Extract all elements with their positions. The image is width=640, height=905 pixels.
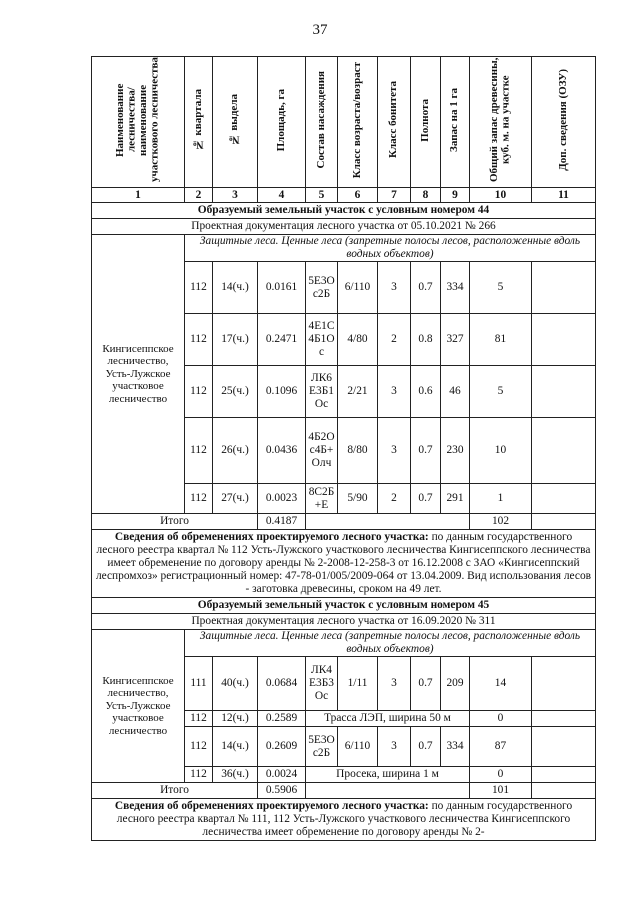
sostav-cell: 5Е3Ос2Б <box>306 262 338 314</box>
poln-cell: 0.7 <box>411 657 441 711</box>
area-cell: 0.0161 <box>258 262 306 314</box>
zapas-cell: 334 <box>441 727 470 767</box>
area-cell: 0.2589 <box>258 711 306 727</box>
area-cell: 0.0024 <box>258 767 306 783</box>
zapas-cell: 334 <box>441 262 470 314</box>
bon-cell: 3 <box>378 657 411 711</box>
zapas-cell: 46 <box>441 366 470 418</box>
vyd-cell: 40(ч.) <box>213 657 258 711</box>
forest-type: Защитные леса. Ценные леса (запретные полосы лесов, расположенные вдоль водных объектов) <box>185 235 596 262</box>
area-cell: 0.1096 <box>258 366 306 418</box>
total-volume: 101 <box>470 783 532 799</box>
age-cell: 6/110 <box>338 727 378 767</box>
kv-cell: 112 <box>185 314 213 366</box>
header-cell: Доп. сведения (ОЗУ) <box>556 69 569 171</box>
kv-cell: 111 <box>185 657 213 711</box>
vyd-cell: 17(ч.) <box>213 314 258 366</box>
project-doc: Проектная документация лесного участка от 16.09.2020 № 311 <box>92 614 596 630</box>
total-cell: 0 <box>470 711 532 727</box>
vyd-cell: 12(ч.) <box>213 711 258 727</box>
ozu-cell <box>532 484 596 514</box>
kv-cell: 112 <box>185 484 213 514</box>
area-cell: 0.0436 <box>258 418 306 484</box>
zapas-cell: 291 <box>441 484 470 514</box>
total-area: 0.5906 <box>258 783 306 799</box>
sostav-cell: 8С2Б+Е <box>306 484 338 514</box>
bon-cell: 3 <box>378 727 411 767</box>
total-cell: 1 <box>470 484 532 514</box>
poln-cell: 0.8 <box>411 314 441 366</box>
sostav-cell: ЛК4Е3Б3Ос <box>306 657 338 711</box>
vyd-cell: 14(ч.) <box>213 262 258 314</box>
col-number: 9 <box>441 188 470 203</box>
kv-cell: 112 <box>185 366 213 418</box>
header-cell: Запас на 1 га <box>448 88 461 152</box>
total-volume: 102 <box>470 514 532 530</box>
section-title: Образуемый земельный участок с условным номером 45 <box>92 598 596 614</box>
bon-cell: 2 <box>378 484 411 514</box>
sostav-cell: 4Е1С4Б1Ос <box>306 314 338 366</box>
poln-cell: 0.7 <box>411 418 441 484</box>
kv-cell: 112 <box>185 262 213 314</box>
age-cell: 5/90 <box>338 484 378 514</box>
kv-cell: 112 <box>185 711 213 727</box>
total-ozu <box>532 514 596 530</box>
sostav-cell: 4Б2Ос4Б+Олч <box>306 418 338 484</box>
page-number: 37 <box>312 22 328 38</box>
bon-cell: 3 <box>378 262 411 314</box>
col-number: 7 <box>378 188 411 203</box>
forestry-name: Кингисеппское лесничество, Усть-Лужское участковое лесничество <box>92 630 185 783</box>
total-cell: 10 <box>470 418 532 484</box>
area-cell: 0.2609 <box>258 727 306 767</box>
total-cell: 5 <box>470 262 532 314</box>
total-label: Итого <box>92 783 258 799</box>
kv-cell: 112 <box>185 767 213 783</box>
ozu-cell <box>532 767 596 783</box>
vyd-cell: 26(ч.) <box>213 418 258 484</box>
header-row <box>92 57 596 188</box>
poln-cell: 0.7 <box>411 484 441 514</box>
header-cell: Площадь, га <box>274 88 287 152</box>
total-cell: 87 <box>470 727 532 767</box>
area-cell: 0.0684 <box>258 657 306 711</box>
kv-cell: 112 <box>185 727 213 767</box>
header-cell: Состав насаждения <box>314 71 327 169</box>
ozu-cell <box>532 418 596 484</box>
column-numbers-row <box>92 188 596 203</box>
note-cell: Трасса ЛЭП, ширина 50 м <box>306 711 470 727</box>
note-cell: Просека, ширина 1 м <box>306 767 470 783</box>
ozu-cell <box>532 711 596 727</box>
total-cell: 5 <box>470 366 532 418</box>
total-spacer <box>306 783 470 799</box>
header-cell: Общий запас древесины, куб. м. на участке <box>488 57 512 183</box>
poln-cell: 0.7 <box>411 262 441 314</box>
encumbrance-title: Сведения об обременениях проектируемого лесного участка: <box>114 800 429 812</box>
col-number: 6 <box>338 188 378 203</box>
ozu-cell <box>532 366 596 418</box>
poln-cell: 0.7 <box>411 727 441 767</box>
encumbrance-text: по данным государственного лесного реестра квартал № 112 Усть-Лужского участкового лесничества Кингисеппского лесничества имеет обременение по договору аренды № 2-2008-12-258-3 от 16.12.2008 с ЗАО «Кингисеппский леспромхоз» регистрационный номер: 47-78-01/005/2009-064 от 13.04.2009. Вид использования лесов - заготовка древесины, сроком на 49 лет. <box>95 531 592 595</box>
forestry-name: Кингисеппское лесничество, Усть-Лужское участковое лесничество <box>92 235 185 514</box>
sostav-cell: ЛК6Е3Б1Ос <box>306 366 338 418</box>
vyd-cell: 14(ч.) <box>213 727 258 767</box>
total-area: 0.4187 <box>258 514 306 530</box>
zapas-cell: 209 <box>441 657 470 711</box>
col-number: 1 <box>92 188 185 203</box>
area-cell: 0.2471 <box>258 314 306 366</box>
header-cell: Полнота <box>418 98 431 142</box>
header-cell: № квартала <box>191 89 204 151</box>
kv-cell: 112 <box>185 418 213 484</box>
col-number: 8 <box>411 188 441 203</box>
col-number: 2 <box>185 188 213 203</box>
encumbrance-text: по данным государственного лесного реестра квартал № 111, 112 Усть-Лужского участкового лесничества Кингисеппского лесничества имеет обременение по договору аренды № 2- <box>116 800 573 838</box>
col-number: 4 <box>258 188 306 203</box>
ozu-cell <box>532 727 596 767</box>
age-cell: 2/21 <box>338 366 378 418</box>
total-row <box>92 514 596 530</box>
age-cell: 8/80 <box>338 418 378 484</box>
section-title: Образуемый земельный участок с условным номером 44 <box>92 203 596 219</box>
vyd-cell: 36(ч.) <box>213 767 258 783</box>
forest-type: Защитные леса. Ценные леса (запретные полосы лесов, расположенные вдоль водных объектов) <box>185 630 596 657</box>
total-spacer <box>306 514 470 530</box>
header-cell: Класс возраста/возраст <box>350 61 363 179</box>
header-cell: Класс бонитета <box>387 81 400 159</box>
ozu-cell <box>532 314 596 366</box>
area-cell: 0.0023 <box>258 484 306 514</box>
total-ozu <box>532 783 596 799</box>
encumbrance-info <box>92 799 596 841</box>
bon-cell: 2 <box>378 314 411 366</box>
col-number: 5 <box>306 188 338 203</box>
forest-plots-table <box>91 56 596 841</box>
total-cell: 0 <box>470 767 532 783</box>
total-row <box>92 783 596 799</box>
project-doc: Проектная документация лесного участка от 05.10.2021 № 266 <box>92 219 596 235</box>
bon-cell: 3 <box>378 366 411 418</box>
ozu-cell <box>532 657 596 711</box>
total-label: Итого <box>92 514 258 530</box>
total-cell: 14 <box>470 657 532 711</box>
bon-cell: 3 <box>378 418 411 484</box>
col-number: 10 <box>470 188 532 203</box>
header-cell: Наименование лесничества/ наименование участкового лесничества <box>114 57 161 183</box>
encumbrance-title: Сведения об обременениях проектируемого лесного участка: <box>114 531 429 543</box>
encumbrance-info <box>92 530 596 598</box>
vyd-cell: 27(ч.) <box>213 484 258 514</box>
age-cell: 1/11 <box>338 657 378 711</box>
header-cell: № выдела <box>228 94 241 146</box>
zapas-cell: 230 <box>441 418 470 484</box>
poln-cell: 0.6 <box>411 366 441 418</box>
ozu-cell <box>532 262 596 314</box>
age-cell: 4/80 <box>338 314 378 366</box>
vyd-cell: 25(ч.) <box>213 366 258 418</box>
total-cell: 81 <box>470 314 532 366</box>
age-cell: 6/110 <box>338 262 378 314</box>
col-number: 3 <box>213 188 258 203</box>
col-number: 11 <box>532 188 596 203</box>
zapas-cell: 327 <box>441 314 470 366</box>
sostav-cell: 5Е3Ос2Б <box>306 727 338 767</box>
